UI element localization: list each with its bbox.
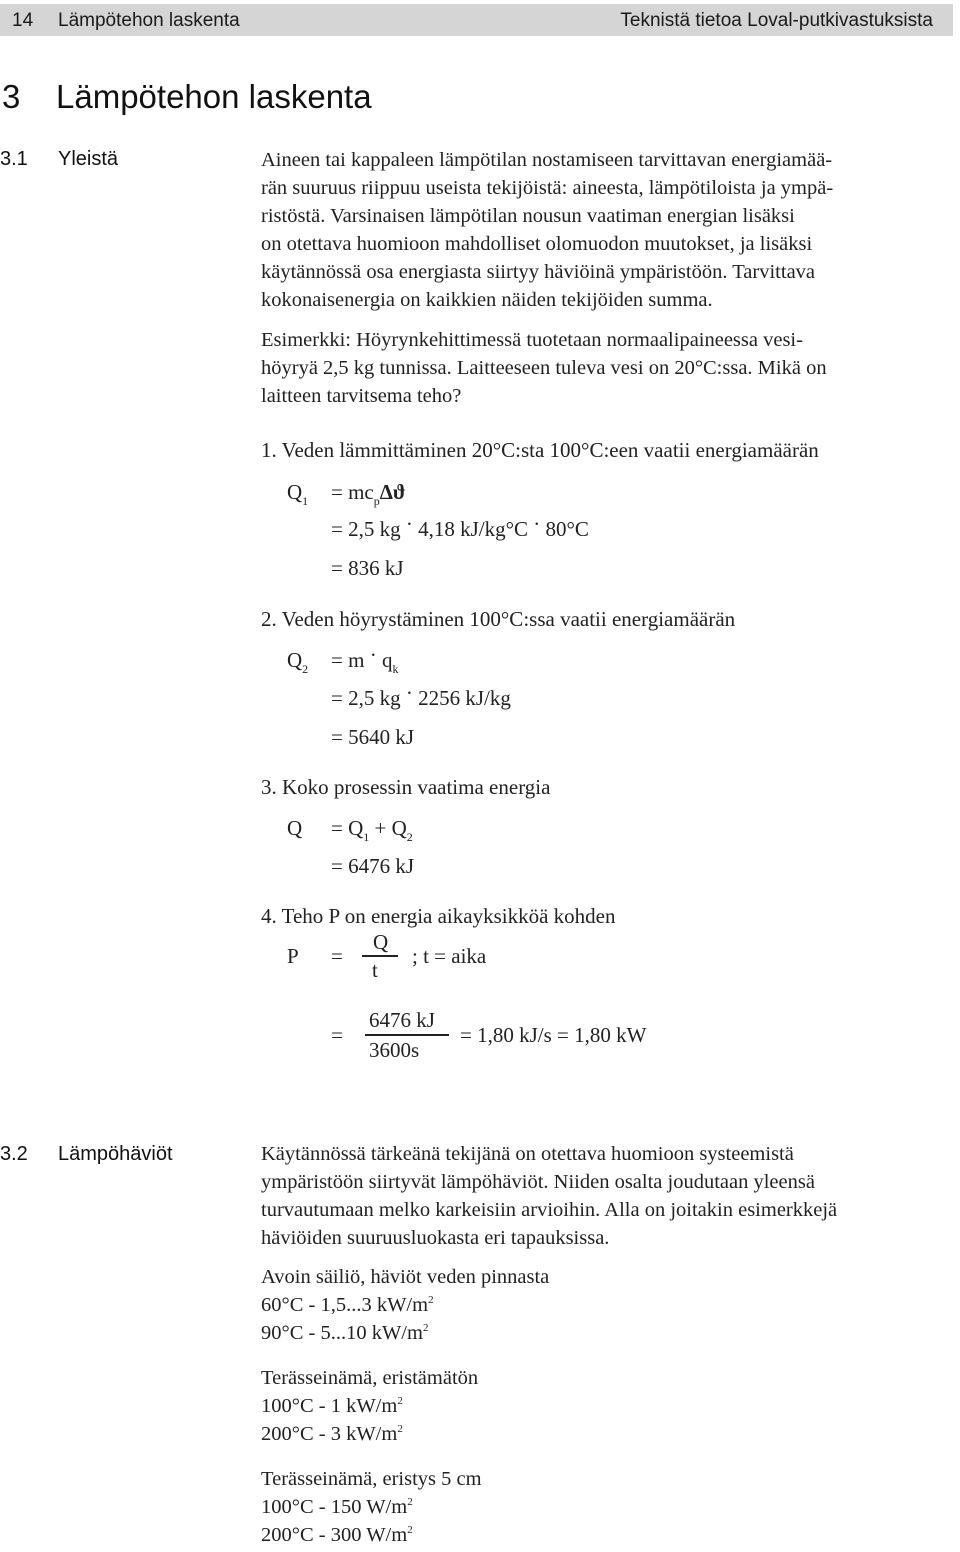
text-line: Esimerkki: Höyrynkehittimessä tuotetaan normaalipaineessa vesi- — [261, 329, 803, 351]
page-header — [0, 4, 953, 36]
q-symbol: Q — [287, 480, 303, 504]
equals-sign: = — [331, 944, 343, 968]
superscript: 2 — [397, 1423, 403, 1435]
text-line: rän suuruus riippuu useista tekijöistä: aineesta, lämpötiloista ja ympä- — [261, 177, 834, 199]
equation-text: = mc — [331, 480, 374, 504]
equation-line — [331, 480, 406, 508]
fraction-bar — [362, 955, 398, 957]
text-line: Aineen tai kappaleen lämpötilan nostamiseen tarvittavan energiamää- — [261, 149, 833, 171]
step-1-heading: 1. Veden lämmittäminen 20°C:sta 100°C:een vaatii energiamäärän — [261, 438, 819, 462]
equation-line — [331, 816, 413, 844]
equation-term: = 2,5 kg — [331, 517, 401, 541]
equation-term: = m — [331, 648, 365, 672]
loss-group — [261, 1263, 951, 1347]
multiply-dot: · — [533, 512, 541, 536]
text-line: ympäristöön siirtyvät lämpöhäviöt. Niiden osalta joudutaan yleensä — [261, 1171, 815, 1193]
chapter-heading — [2, 78, 372, 116]
q2-label — [287, 648, 309, 676]
loss-item — [261, 1319, 951, 1347]
equation-line: = 836 kJ — [331, 556, 404, 580]
equation-term: 2256 kJ/kg — [418, 686, 511, 710]
chapter-number: 3 — [2, 78, 21, 115]
superscript: 2 — [407, 1496, 413, 1508]
text-line: ristöstä. Varsinaisen lämpötilan nousun vaatiman energian lisäksi — [261, 205, 795, 227]
section-title: Lämpöhäviöt — [58, 1143, 173, 1165]
delta-theta: Δϑ — [379, 480, 406, 504]
equation-line — [331, 643, 399, 676]
loss-item — [261, 1420, 951, 1448]
result: = 1,80 kJ/s = 1,80 kW — [460, 1023, 647, 1047]
fraction-denominator: t — [372, 958, 378, 982]
fraction-bar — [365, 1034, 449, 1036]
superscript: 2 — [428, 1294, 434, 1306]
intro-paragraph — [261, 146, 951, 314]
equation-term: = Q — [331, 816, 364, 840]
loss-item — [261, 1392, 951, 1420]
time-note: ; t = aika — [412, 944, 487, 968]
loss-item — [261, 1521, 951, 1549]
text-line: höyryä 2,5 kg tunnissa. Laitteeseen tuleva vesi on 20°C:ssa. Mikä on — [261, 357, 827, 379]
q1-label — [287, 480, 309, 508]
loss-value: 100°C - 150 W/m — [261, 1496, 408, 1518]
equation-term: q — [381, 648, 393, 672]
equation-line: = 5640 kJ — [331, 725, 415, 749]
subscript: 1 — [363, 830, 370, 844]
text-line: Käytännössä tärkeänä tekijänä on otettava huomioon systeemistä — [261, 1143, 794, 1165]
text-line: laitteen tarvitsema teho? — [261, 385, 462, 407]
superscript: 2 — [422, 1322, 429, 1334]
multiply-dot: · — [405, 512, 413, 536]
section-number: 3.2 — [0, 1143, 28, 1165]
losses-paragraph — [261, 1140, 951, 1252]
subscript: k — [392, 662, 399, 676]
fraction-denominator: 3600s — [369, 1038, 420, 1062]
equation-line — [331, 681, 511, 711]
step-3-heading: 3. Koko prosessin vaatima energia — [261, 775, 551, 799]
equation-line — [331, 512, 589, 542]
text-line: turvautumaan melko karkeisiin arvioihin. Alla on joitakin esimerkkejä — [261, 1199, 838, 1221]
loss-value: 200°C - 300 W/m — [261, 1524, 408, 1546]
example-paragraph — [261, 326, 951, 410]
q-subscript: 2 — [302, 662, 309, 676]
equation-term: 80°C — [545, 517, 589, 541]
text-line: häviöiden suuruusluokasta eri tapauksissa. — [261, 1227, 610, 1249]
section-number: 3.1 — [0, 148, 28, 170]
page-number: 14 — [12, 10, 34, 31]
step-4-heading: 4. Teho P on energia aikayksikköä kohden — [261, 904, 616, 928]
fraction-numerator: 6476 kJ — [369, 1008, 435, 1032]
header-chapter-title: Lämpötehon laskenta — [58, 10, 240, 31]
equation-term: 4,18 kJ/kg°C — [418, 517, 529, 541]
loss-group-title: Avoin säiliö, häviöt veden pinnasta — [261, 1266, 550, 1288]
loss-value: 60°C - 1,5...3 kW/m — [261, 1294, 429, 1316]
text-line: käytännössä osa energiasta siirtyy häviöinä ympäristöön. Tarvittava — [261, 261, 816, 283]
loss-group-title: Terässeinämä, eristys 5 cm — [261, 1468, 482, 1490]
loss-group — [261, 1364, 951, 1448]
text-line: kokonaisenergia on kaikkien näiden tekijöiden summa. — [261, 289, 713, 311]
header-book-title: Teknistä tietoa Loval-putkivastuksista — [620, 10, 933, 31]
loss-group — [261, 1465, 951, 1549]
subscript: p — [373, 494, 380, 508]
q-label: Q — [287, 816, 303, 840]
text-line: on otettava huomioon mahdolliset olomuodon muutokset, ja lisäksi — [261, 233, 813, 255]
p-label: P — [287, 944, 299, 968]
loss-value: 90°C - 5...10 kW/m — [261, 1322, 423, 1344]
equation-term: = 2,5 kg — [331, 686, 401, 710]
fraction-numerator: Q — [373, 930, 389, 954]
loss-value: 100°C - 1 kW/m — [261, 1395, 398, 1417]
loss-group-title: Terässeinämä, eristämätön — [261, 1367, 479, 1389]
section-title: Yleistä — [58, 148, 119, 170]
step-2-heading: 2. Veden höyrystäminen 100°C:ssa vaatii energiamäärän — [261, 607, 736, 631]
equals-sign: = — [331, 1023, 343, 1047]
superscript: 2 — [397, 1395, 403, 1407]
multiply-dot: · — [405, 681, 413, 705]
equation-term: + Q — [374, 816, 407, 840]
q-subscript: 1 — [302, 494, 309, 508]
multiply-dot: · — [369, 643, 377, 667]
subscript: 2 — [406, 830, 413, 844]
loss-item — [261, 1291, 951, 1319]
loss-item — [261, 1493, 951, 1521]
superscript: 2 — [407, 1524, 413, 1536]
equation-line: = 6476 kJ — [331, 854, 415, 878]
chapter-title: Lämpötehon laskenta — [56, 78, 372, 115]
loss-value: 200°C - 3 kW/m — [261, 1423, 398, 1445]
q-symbol: Q — [287, 648, 303, 672]
